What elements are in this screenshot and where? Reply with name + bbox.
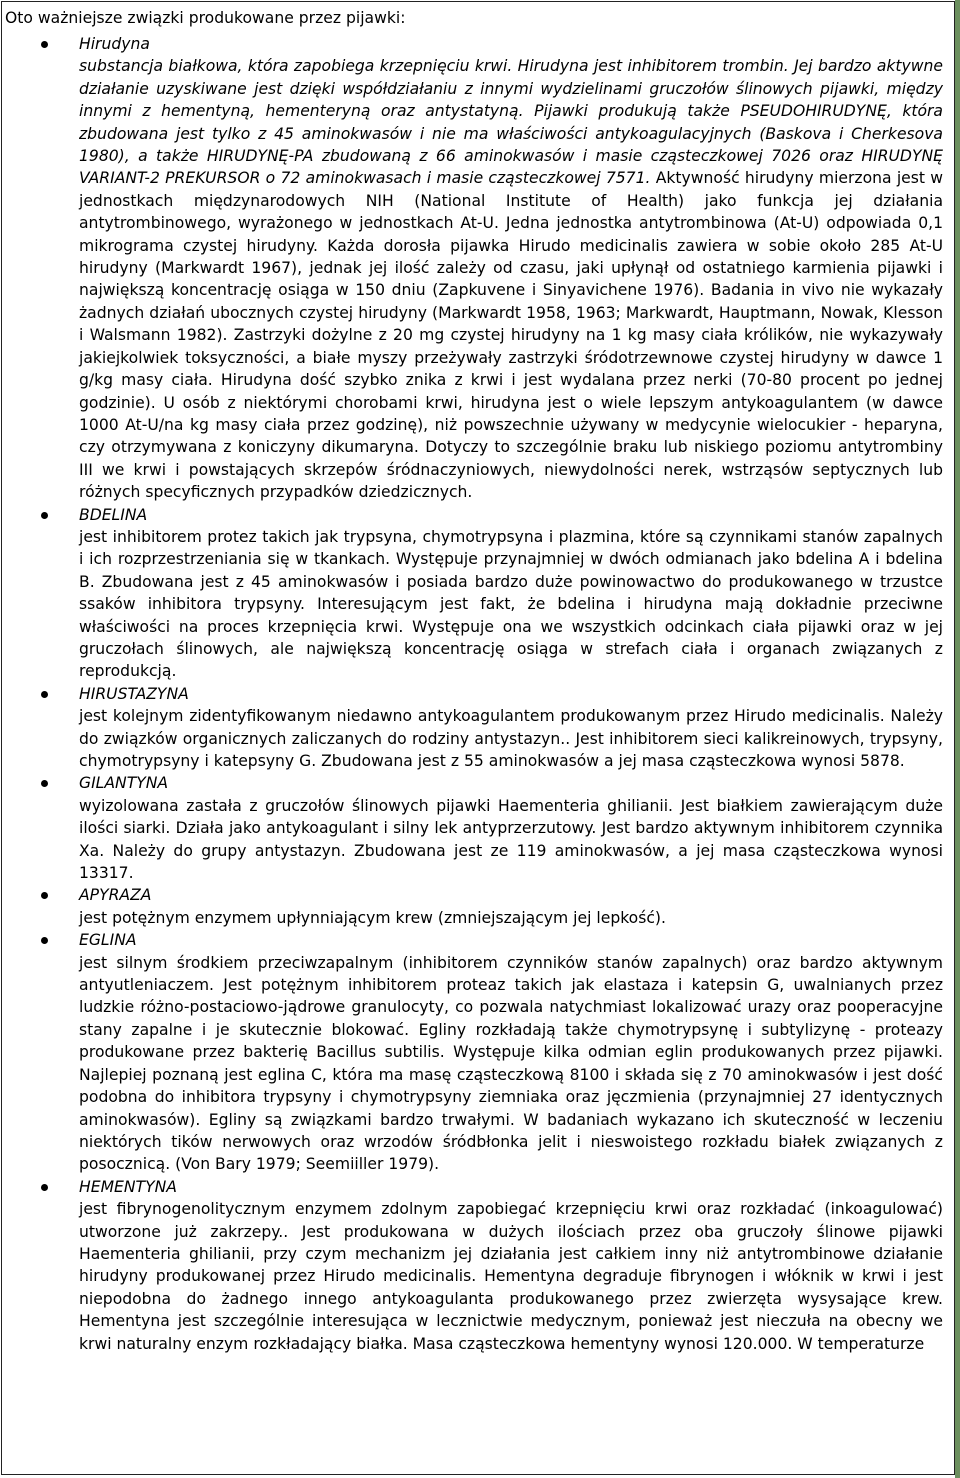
bullet-icon [41, 1184, 48, 1191]
item-body: jest potężnym enzymem upłynniającym krew (zmniejszającym jej lepkość). [79, 908, 666, 927]
item-body: jest kolejnym zidentyfikowanym niedawno antykoagulantem produkowanym przez Hirudo medicinalis. Należy do związków organicznych zaliczanych do rodziny antystazyn.. Jest inhibitorem sieci kalikreinowych, trypsyny, chymotrypsyny i katepsyny G. Zbudowana jest z 55 aminokwasów a jej masa cząsteczkowa wynosi 5878. [79, 707, 943, 770]
item-title: HIRUSTAZYNA [79, 684, 189, 703]
item-title: EGLINA [79, 931, 137, 950]
item-title: HEMENTYNA [79, 1177, 177, 1196]
list-item-eglina [5, 929, 943, 1175]
item-body-text: Aktywność hirudyny mierzona jest w jednostkach międzynarodowych NIH (National Institute of Health) jako funkcja jej działania antytrombinowego, wyrażonego w jednostkach At-U. Jedna jednostka antytrombinowa (At-U) odpowiada 0,1 mikrograma czystej hirudyny. Każda dorosła pijawka Hirudo medicinalis zawiera w sobie około 285 At-U hirudyny (Markwardt 1967), jednak jej ilość zależy od czasu, jaki upłynął od ostatniego karmienia pijawki i największą koncentrację osiąga w 150 dniu (Zapkuvene i Sinyavichene 1976). Badania in vivo nie wykazały żadnych działań ubocznych czystej hirudyny (Markwardt 1958, 1963; Markwardt, Hauptmann, Nowak, Klesson i Walsmann 1982). Zastrzyki dożylne z 20 mg czystej hirudyny na 1 kg masy ciała królików, nie wykazywały jakiejkolwiek toksyczności, a białe myszy przeżywały zastrzyki śródotrzewnowe czystej hirudyny w dawce 1 g/kg masy ciała. Hirudyna dość szybko znika z krwi i jest wydalana przez nerki (70-80 procent po jednej godzinie). U osób z niektórymi chorobami krwi, hirudyna jest o wiele lepszym antykoagulantem (w dawce 1000 At-U/na kg masy ciała przez godzinę), niż powszechnie używany w medycynie wielocukier - heparyna, czy otrzymywana z koniczyny dikumaryna. Dotyczy to szczególnie braku lub niskiego poziomu antytrombiny III we krwi i powstających skrzepów śródnaczyniowych, niewydolności nerek, wstrząsów septycznych lub różnych specyficznych przypadków dziedzicznych. [79, 169, 944, 502]
item-title: Hirudyna [79, 35, 150, 53]
bullet-icon [41, 780, 48, 787]
item-body: jest fibrynogenolitycznym enzymem zdolnym zapobiegać krzepnięciu krwi oraz rozkładać (inkoagulować) utworzone już zakrzepy.. Jest produkowana w dużych ilościach przez oba gruczoły ślinowe pijawki Haementeria ghilianii, przy czym mechanizm jej działania jest całkiem inny niż antytrombinowe działanie hirudyny produkowanej przez Hirudo medicinalis. Hementyna degraduje fibrynogen i włóknik w krwi i jest niepodobna do żadnego innego antykoagulanta produkowanego przez zwierzęta wysysające krew. Hementyna jest szczególnie interesująca w lecznictwie medycznym, ponieważ jest nieczuła na obecny we krwi naturalny enzym rozkładający białka. Masa cząsteczkowa hementyny wynosi 120.000. W temperaturze [79, 1200, 943, 1353]
item-body: wyizolowana zastała z gruczołów ślinowych pijawki Haementeria ghilianii. Jest białkiem zawierającym duże ilości siarki. Działa jako antykoagulant i silny lek antyprzerzutowy. Jest bardzo aktywnym inhibitorem czynnika Xa. Należy do grupy antystazyn. Zbudowana jest ze 119 aminokwasów, a jej masa cząsteczkowa wynosi 13317. [79, 796, 943, 883]
bullet-icon [41, 691, 48, 698]
item-body-italic: substancja białkowa, która zapobiega krzepnięciu krwi. Hirudyna jest inhibitorem trombin. Jej bardzo aktywne działanie uzyskiwane jest dzięki współdziałaniu z innymi wydzielinami gruczołów ślinowych pijawki, między innymi z hementyną, hementeryną oraz antystatyną. Pijawki produkują także PSEUDOHIRUDYNĘ, która zbudowana jest tylko z 45 aminokwasów i nie ma właściwości antykoagulacyjnych (Baskova i Cherkesova 1980), a także HIRUDYNĘ-PA zbudowaną z 66 aminokwasów i masie cząsteczkowej 7026 oraz HIRUDYNĘ VARIANT-2 PREKURSOR o 72 aminokwasach i masie cząsteczkowej 7571. [79, 57, 943, 188]
bullet-icon [41, 892, 48, 899]
list-item-hirudyna [5, 33, 943, 504]
compound-list [5, 33, 943, 1355]
list-item-gilantyna [5, 772, 943, 884]
list-item-apyraza [5, 884, 943, 929]
bullet-icon [41, 512, 48, 519]
item-body [79, 55, 943, 503]
bullet-icon [41, 41, 48, 48]
document-content [5, 7, 943, 1355]
item-title: BDELINA [79, 505, 148, 524]
item-title: APYRAZA [79, 886, 152, 905]
list-item-hirustazyna [5, 683, 943, 773]
bullet-icon [41, 937, 48, 944]
item-body: jest inhibitorem protez takich jak trypsyna, chymotrypsyna i plazmina, które są czynnikami stanów zapalnych i ich rozprzestrzeniania się w tkankach. Występuje przynajmniej w dwóch odmianach jako bdelina A i bdelina B. Zbudowana jest z 45 aminokwasów i posiada bardzo duże powinowactwo do produkowanego w trzustce ssaków inhibitora trypsyny. Interesującym jest fakt, że bdelina i hirudyna mają dokładnie przeciwne właściwości na proces krzepnięcia krwi. Występuje ona we wszystkich odcinkach ciała pijawki oraz w jej gruczołach ślinowych, ale największą koncentrację osiąga w strefach ciała i organach związanych z reprodukcją. [79, 527, 943, 681]
item-title: GILANTYNA [79, 774, 169, 793]
right-border-bar [955, 0, 960, 1478]
list-item-bdelina [5, 504, 943, 683]
list-item-hementyna [5, 1176, 943, 1355]
item-body: jest silnym środkiem przeciwzapalnym (inhibitorem czynników stanów zapalnych) oraz bardzo aktywnym antyutleniaczem. Jest potężnym inhibitorem proteaz takich jak elastaza i katepsin G, uwalnianych przez ludzkie różno-postaciowo-jądrowe granulocyty, co pozwala natychmiast lokalizować urazy oraz pooperacyjne stany zapalne i je skutecznie blokować. Egliny rozkładają także chymotrypsynę i subtylizynę - proteazy produkowane przez bakterię Bacillus subtilis. Występuje kilka odmian eglin produkowanych przez pijawki. Najlepiej poznaną jest eglina C, która ma masę cząsteczkową 8100 i składa się z 70 aminokwasów i jest dość podobna do inhibitora trypsyny i chymotrypsyny ziemniaka oraz jęczmienia (przynajmniej 27 identycznych aminokwasów). Egliny są związkami bardzo trwałymi. W badaniach wykazano ich skuteczność w leczeniu niektórych tików nerwowych oraz wrzodów śródbłonka jelit i nieswoistego rozkładu białek związanych z posocznicą. (Von Bary 1979; Seemiiller 1979). [79, 953, 943, 1174]
document-heading: Oto ważniejsze związki produkowane przez pijawki: [5, 9, 406, 27]
